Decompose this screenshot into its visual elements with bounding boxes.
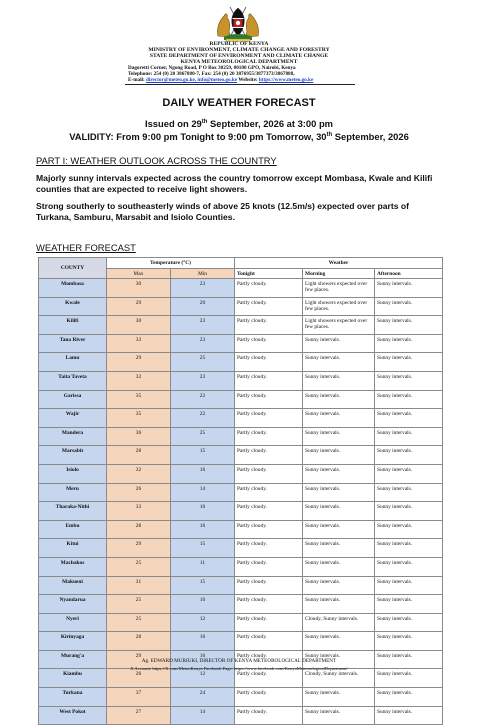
- afternoon-cell: Sunny intervals.: [375, 539, 443, 558]
- max-temp-cell: 33: [107, 334, 171, 353]
- max-temp-cell: 26: [107, 669, 171, 688]
- county-cell: Turkana: [39, 688, 107, 707]
- table-row: [39, 632, 443, 651]
- website-label: Website:: [238, 77, 258, 83]
- morning-cell: Cloudy, Sunny intervals.: [303, 669, 375, 688]
- tonight-cell: Partly cloudy.: [235, 279, 303, 298]
- tonight-cell: Partly cloudy.: [235, 576, 303, 595]
- morning-cell: Sunny intervals.: [303, 427, 375, 446]
- morning-cell: Sunny intervals.: [303, 520, 375, 539]
- afternoon-cell: Sunny intervals.: [375, 371, 443, 390]
- min-temp-cell: 16: [171, 464, 235, 483]
- tonight-cell: Partly cloudy.: [235, 595, 303, 614]
- min-temp-cell: 15: [171, 576, 235, 595]
- afternoon-cell: Sunny intervals.: [375, 409, 443, 428]
- county-cell: Makueni: [39, 576, 107, 595]
- table-row: [39, 316, 443, 335]
- max-temp-cell: 30: [107, 279, 171, 298]
- table-row: [39, 520, 443, 539]
- min-temp-cell: 10: [171, 595, 235, 614]
- afternoon-cell: Sunny intervals.: [375, 334, 443, 353]
- table-row: [39, 371, 443, 390]
- max-temp-cell: 25: [107, 613, 171, 632]
- min-temp-cell: 22: [171, 390, 235, 409]
- tonight-cell: Partly cloudy.: [235, 464, 303, 483]
- morning-cell: Sunny intervals.: [303, 632, 375, 651]
- afternoon-cell: Sunny intervals.: [375, 613, 443, 632]
- min-temp-cell: 23: [171, 334, 235, 353]
- header-republic: REPUBLIC OF KENYA: [209, 41, 269, 47]
- max-temp-cell: 27: [107, 706, 171, 725]
- county-cell: West Pokot: [39, 706, 107, 725]
- temperature-group-header: Temperature (°C): [107, 258, 235, 269]
- max-temp-cell: 36: [107, 427, 171, 446]
- morning-cell: Sunny intervals.: [303, 557, 375, 576]
- morning-cell: Sunny intervals.: [303, 353, 375, 372]
- county-cell: Kirinyaga: [39, 632, 107, 651]
- document-title: DAILY WEATHER FORECAST: [162, 97, 316, 109]
- table-row: [39, 483, 443, 502]
- table-row: [39, 427, 443, 446]
- tonight-cell: Partly cloudy.: [235, 669, 303, 688]
- county-cell: Meru: [39, 483, 107, 502]
- min-column-header: Min: [171, 269, 235, 279]
- tonight-cell: Partly cloudy.: [235, 371, 303, 390]
- county-cell: Machakos: [39, 557, 107, 576]
- table-row: [39, 390, 443, 409]
- afternoon-cell: Sunny intervals.: [375, 576, 443, 595]
- max-temp-cell: 29: [107, 353, 171, 372]
- county-cell: Nyeri: [39, 613, 107, 632]
- weather-group-header: Weather: [235, 258, 443, 269]
- morning-cell: Sunny intervals.: [303, 390, 375, 409]
- afternoon-cell: Sunny intervals.: [375, 483, 443, 502]
- tonight-cell: Partly cloudy.: [235, 520, 303, 539]
- county-cell: Murang'a: [39, 650, 107, 669]
- morning-cell: Light showers expected over few places.: [303, 316, 375, 335]
- table-row: [39, 446, 443, 465]
- tonight-cell: Partly cloudy.: [235, 390, 303, 409]
- tonight-cell: Partly cloudy.: [235, 483, 303, 502]
- afternoon-cell: Sunny intervals.: [375, 279, 443, 298]
- director-signature-line: Ag. EDWARD MURIUKI, DIRECTOR OF KENYA METEOROLOGICAL DEPARTMENT: [141, 658, 337, 664]
- county-cell: Mombasa: [39, 279, 107, 298]
- tonight-cell: Partly cloudy.: [235, 446, 303, 465]
- morning-cell: Sunny intervals.: [303, 706, 375, 725]
- afternoon-cell: Sunny intervals.: [375, 650, 443, 669]
- afternoon-cell: Sunny intervals.: [375, 316, 443, 335]
- afternoon-cell: Sunny intervals.: [375, 557, 443, 576]
- issued-line: Issued on 29th September, 2026 at 3:00 pm: [144, 118, 334, 129]
- afternoon-cell: Sunny intervals.: [375, 427, 443, 446]
- table-row: [39, 409, 443, 428]
- max-temp-cell: 28: [107, 446, 171, 465]
- min-temp-cell: 16: [171, 502, 235, 521]
- tonight-column-header: Tonight: [235, 269, 303, 279]
- min-temp-cell: 22: [171, 409, 235, 428]
- morning-cell: Sunny intervals.: [303, 650, 375, 669]
- max-temp-cell: 29: [107, 539, 171, 558]
- county-cell: Wajir: [39, 409, 107, 428]
- header-ministry: MINISTRY OF ENVIRONMENT, CLIMATE CHANGE AND FORESTRY: [148, 47, 330, 53]
- tonight-cell: Partly cloudy.: [235, 502, 303, 521]
- county-cell: Tharaka-Nithi: [39, 502, 107, 521]
- email-links[interactable]: director@meteo.go.ke, info@meteo.go.ke: [146, 77, 238, 83]
- outlook-paragraph-1: Majorly sunny intervals expected across the country tomorrow except Mombasa, Kwale and Kilifi counties that are expected to receive light showers.: [36, 173, 433, 194]
- table-row: [39, 595, 443, 614]
- social-links-line[interactable]: X Account: https://X.com/MeteoKenya Facebook Page: https://www.facebook.com/KenyaMeteorologicalDepartment/: [130, 666, 348, 671]
- min-temp-cell: 12: [171, 613, 235, 632]
- min-temp-cell: 24: [171, 688, 235, 707]
- max-temp-cell: 31: [107, 576, 171, 595]
- tonight-cell: Partly cloudy.: [235, 427, 303, 446]
- min-temp-cell: 12: [171, 669, 235, 688]
- afternoon-cell: Sunny intervals.: [375, 520, 443, 539]
- tonight-cell: Partly cloudy.: [235, 613, 303, 632]
- tonight-cell: Partly cloudy.: [235, 353, 303, 372]
- max-temp-cell: 28: [107, 520, 171, 539]
- email-label: E-mail:: [128, 77, 145, 83]
- table-row: [39, 539, 443, 558]
- max-temp-cell: 28: [107, 632, 171, 651]
- afternoon-cell: Sunny intervals.: [375, 669, 443, 688]
- website-link[interactable]: https://www.meteo.go.ke: [258, 77, 314, 83]
- min-temp-cell: 14: [171, 483, 235, 502]
- afternoon-cell: Sunny intervals.: [375, 706, 443, 725]
- morning-column-header: Morning: [303, 269, 375, 279]
- header-address: Dagoretti Corner, Ngong Road, P O Box 30259, 00100 GPO, Nairobi, Kenya: [128, 65, 296, 71]
- tonight-cell: Partly cloudy.: [235, 409, 303, 428]
- table-row: [39, 334, 443, 353]
- afternoon-cell: Sunny intervals.: [375, 446, 443, 465]
- county-column-header: COUNTY: [39, 258, 107, 279]
- county-cell: Nyandarua: [39, 595, 107, 614]
- min-temp-cell: 25: [171, 353, 235, 372]
- tonight-cell: Partly cloudy.: [235, 688, 303, 707]
- county-cell: Taita Taveta: [39, 371, 107, 390]
- county-cell: Garissa: [39, 390, 107, 409]
- header-divider: [125, 84, 355, 85]
- morning-cell: Sunny intervals.: [303, 539, 375, 558]
- min-temp-cell: 20: [171, 297, 235, 316]
- max-temp-cell: 26: [107, 483, 171, 502]
- county-cell: Tana River: [39, 334, 107, 353]
- county-cell: Kilifi: [39, 316, 107, 335]
- min-temp-cell: 23: [171, 279, 235, 298]
- morning-cell: Sunny intervals.: [303, 464, 375, 483]
- morning-cell: Sunny intervals.: [303, 409, 375, 428]
- morning-cell: Sunny intervals.: [303, 688, 375, 707]
- validity-line: VALIDITY: From 9:00 pm Tonight to 9:00 pm Tomorrow, 30th September, 2026: [69, 131, 409, 142]
- max-temp-cell: 29: [107, 650, 171, 669]
- morning-cell: Sunny intervals.: [303, 446, 375, 465]
- max-temp-cell: 37: [107, 688, 171, 707]
- afternoon-cell: Sunny intervals.: [375, 297, 443, 316]
- afternoon-cell: Sunny intervals.: [375, 688, 443, 707]
- morning-cell: Cloudy, Sunny intervals.: [303, 613, 375, 632]
- table-row: [39, 576, 443, 595]
- forecast-table: [38, 257, 443, 725]
- morning-cell: Sunny intervals.: [303, 595, 375, 614]
- header-department: KENYA METEOROLOGICAL DEPARTMENT: [180, 59, 298, 65]
- min-temp-cell: 25: [171, 427, 235, 446]
- county-cell: Lamu: [39, 353, 107, 372]
- morning-cell: Light showers expected over few places.: [303, 297, 375, 316]
- tonight-cell: Partly cloudy.: [235, 539, 303, 558]
- table-row: [39, 502, 443, 521]
- afternoon-cell: Sunny intervals.: [375, 632, 443, 651]
- min-temp-cell: 23: [171, 371, 235, 390]
- county-cell: Kitui: [39, 539, 107, 558]
- table-row: [39, 557, 443, 576]
- kenya-coat-of-arms-icon: [212, 2, 264, 42]
- min-temp-cell: 14: [171, 706, 235, 725]
- tonight-cell: Partly cloudy.: [235, 334, 303, 353]
- min-temp-cell: 15: [171, 446, 235, 465]
- table-row: [39, 297, 443, 316]
- afternoon-column-header: Afternoon: [375, 269, 443, 279]
- morning-cell: Sunny intervals.: [303, 483, 375, 502]
- forecast-heading: WEATHER FORECAST: [36, 242, 136, 253]
- max-temp-cell: 30: [107, 316, 171, 335]
- max-column-header: Max: [107, 269, 171, 279]
- morning-cell: Sunny intervals.: [303, 576, 375, 595]
- morning-cell: Sunny intervals.: [303, 502, 375, 521]
- morning-cell: Sunny intervals.: [303, 334, 375, 353]
- table-row: [39, 279, 443, 298]
- max-temp-cell: 25: [107, 557, 171, 576]
- tonight-cell: Partly cloudy.: [235, 706, 303, 725]
- min-temp-cell: 23: [171, 316, 235, 335]
- outlook-heading: PART I: WEATHER OUTLOOK ACROSS THE COUNTRY: [36, 155, 277, 166]
- afternoon-cell: Sunny intervals.: [375, 464, 443, 483]
- county-cell: Marsabit: [39, 446, 107, 465]
- max-temp-cell: 25: [107, 595, 171, 614]
- min-temp-cell: 16: [171, 632, 235, 651]
- afternoon-cell: Sunny intervals.: [375, 353, 443, 372]
- min-temp-cell: 16: [171, 650, 235, 669]
- min-temp-cell: 15: [171, 539, 235, 558]
- afternoon-cell: Sunny intervals.: [375, 595, 443, 614]
- table-row: [39, 669, 443, 688]
- afternoon-cell: Sunny intervals.: [375, 502, 443, 521]
- county-cell: Embu: [39, 520, 107, 539]
- max-temp-cell: 33: [107, 502, 171, 521]
- morning-cell: Sunny intervals.: [303, 371, 375, 390]
- tonight-cell: Partly cloudy.: [235, 316, 303, 335]
- tonight-cell: Partly cloudy.: [235, 557, 303, 576]
- min-temp-cell: 11: [171, 557, 235, 576]
- header-telephone: Telephone: 254 (0) 20 3867880-7, Fax: 254 (0) 20 3876955/3877373/3867888,: [128, 71, 295, 77]
- table-row: [39, 353, 443, 372]
- header-contacts: [128, 77, 448, 83]
- table-row: [39, 688, 443, 707]
- county-cell: Kwale: [39, 297, 107, 316]
- max-temp-cell: 35: [107, 409, 171, 428]
- table-row: [39, 613, 443, 632]
- max-temp-cell: 32: [107, 464, 171, 483]
- morning-cell: Light showers expected over few places.: [303, 279, 375, 298]
- outlook-paragraph-2: Strong southerly to southeasterly winds of above 25 knots (12.5m/s) expected over parts of Turkana, Samburu, Marsabit and Isiolo Counties.: [36, 201, 409, 222]
- tonight-cell: Partly cloudy.: [235, 297, 303, 316]
- county-cell: Isiolo: [39, 464, 107, 483]
- table-row: [39, 706, 443, 725]
- header-state-department: STATE DEPARTMENT OF ENVIRONMENT AND CLIMATE CHANGE: [149, 53, 329, 59]
- county-cell: Kiambu: [39, 669, 107, 688]
- max-temp-cell: 29: [107, 297, 171, 316]
- tonight-cell: Partly cloudy.: [235, 632, 303, 651]
- afternoon-cell: Sunny intervals.: [375, 390, 443, 409]
- table-row: [39, 464, 443, 483]
- min-temp-cell: 16: [171, 520, 235, 539]
- max-temp-cell: 35: [107, 390, 171, 409]
- max-temp-cell: 32: [107, 371, 171, 390]
- tonight-cell: Partly cloudy.: [235, 650, 303, 669]
- county-cell: Mandera: [39, 427, 107, 446]
